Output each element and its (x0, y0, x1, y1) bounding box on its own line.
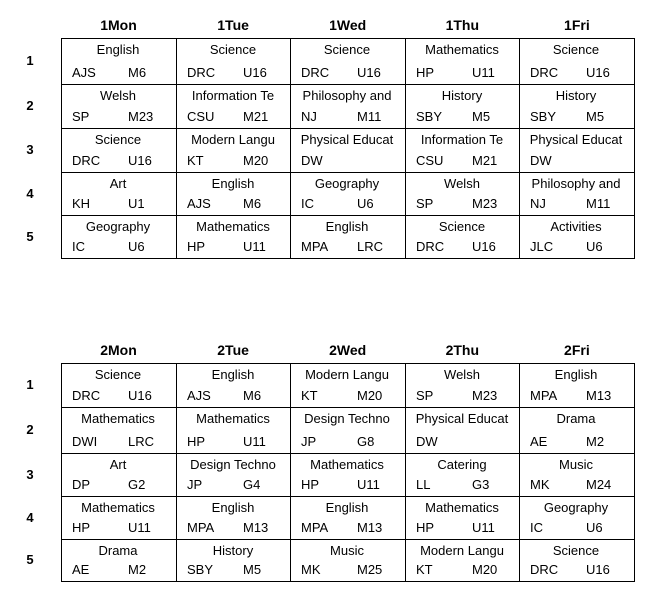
lesson-room: U16 (586, 65, 610, 80)
lesson-teacher: DRC (72, 153, 101, 168)
lesson-teacher: HP (187, 239, 206, 254)
period-number: 3 (26, 466, 34, 482)
lesson-room: M13 (357, 520, 383, 535)
lesson-room: U6 (128, 239, 145, 254)
lesson-cell (406, 540, 519, 581)
lesson-subject: Modern Langu (191, 132, 275, 147)
lesson-teacher: DRC (530, 65, 559, 80)
lesson-room: M20 (472, 562, 498, 577)
lesson-cell (177, 408, 290, 453)
lesson-teacher: HP (416, 65, 435, 80)
day-header: 1Wed (329, 17, 367, 33)
lesson-subject: Design Techno (304, 411, 390, 426)
lesson-cell (291, 173, 405, 215)
lesson-cell (406, 39, 519, 84)
lesson-cell (177, 129, 290, 172)
lesson-room: M5 (472, 109, 491, 124)
lesson-teacher: HP (187, 434, 206, 449)
lesson-room: U16 (128, 388, 152, 403)
lesson-subject: Physical Educat (415, 411, 509, 426)
lesson-teacher: DRC (187, 65, 216, 80)
lesson-cell (177, 39, 290, 84)
lesson-subject: Welsh (444, 367, 480, 382)
lesson-teacher: DRC (530, 562, 559, 577)
lesson-subject: Philosophy and (302, 88, 392, 103)
lesson-room: U11 (243, 434, 266, 449)
lesson-subject: Physical Educat (529, 132, 623, 147)
day-header: 1Thu (445, 17, 480, 33)
lesson-teacher: JP (301, 434, 317, 449)
lesson-room: M20 (357, 388, 383, 403)
lesson-subject: Information Te (191, 88, 275, 103)
lesson-cell (62, 497, 176, 539)
lesson-cell (177, 216, 290, 258)
lesson-subject: Design Techno (190, 457, 276, 472)
day-header: 2Fri (564, 342, 590, 358)
lesson-teacher: HP (416, 520, 435, 535)
period-number: 3 (26, 142, 34, 157)
lesson-teacher: MPA (301, 239, 329, 254)
lesson-room: U16 (243, 65, 267, 80)
lesson-teacher: CSU (187, 109, 215, 124)
lesson-teacher: KT (187, 153, 204, 168)
lesson-cell (177, 454, 290, 496)
lesson-room: M13 (243, 520, 269, 535)
lesson-teacher: SBY (187, 562, 214, 577)
lesson-teacher: DRC (301, 65, 330, 80)
lesson-teacher: HP (301, 477, 320, 492)
lesson-room: M23 (128, 109, 154, 124)
lesson-room: M6 (128, 65, 147, 80)
lesson-teacher: DW (416, 434, 438, 449)
lesson-teacher: JP (187, 477, 203, 492)
lesson-subject: Science (94, 367, 142, 382)
lesson-teacher: SP (72, 109, 90, 124)
day-header: 2Wed (329, 342, 367, 358)
lesson-room: U6 (357, 196, 374, 211)
lesson-cell (291, 39, 405, 84)
lesson-teacher: NJ (301, 109, 317, 124)
lesson-cell (177, 497, 290, 539)
lesson-teacher: DW (530, 153, 552, 168)
lesson-teacher: KT (416, 562, 433, 577)
lesson-room: G4 (243, 477, 261, 492)
day-header: 2Thu (445, 342, 480, 358)
lesson-teacher: SP (416, 388, 434, 403)
lesson-room: U16 (357, 65, 381, 80)
lesson-cell (406, 497, 519, 539)
lesson-subject: Science (94, 132, 142, 147)
lesson-room: M23 (472, 196, 498, 211)
lesson-room: G2 (128, 477, 146, 492)
lesson-teacher: MPA (301, 520, 329, 535)
lesson-cell (177, 85, 290, 128)
lesson-cell (62, 454, 176, 496)
lesson-room: LRC (128, 434, 155, 449)
day-header: 1Mon (100, 17, 137, 33)
lesson-room: M25 (357, 562, 383, 577)
lesson-subject: Catering (437, 457, 487, 472)
lesson-subject: Science (552, 42, 600, 57)
lesson-subject: English (211, 176, 255, 191)
lesson-subject: Mathematics (425, 500, 499, 515)
lesson-cell (177, 364, 290, 407)
lesson-room: G8 (357, 434, 375, 449)
lesson-cell (520, 173, 634, 215)
lesson-room: M11 (357, 109, 382, 124)
lesson-room: M21 (243, 109, 269, 124)
lesson-teacher: AJS (187, 388, 211, 403)
lesson-subject: Geography (543, 500, 609, 515)
lesson-teacher: JLC (530, 239, 554, 254)
lesson-subject: Mathematics (425, 42, 499, 57)
lesson-subject: Welsh (100, 88, 136, 103)
lesson-room: U1 (128, 196, 145, 211)
lesson-room: U11 (357, 477, 380, 492)
lesson-room: U6 (586, 239, 603, 254)
lesson-subject: Activities (550, 219, 602, 234)
lesson-room: U6 (586, 520, 603, 535)
lesson-cell (520, 364, 634, 407)
lesson-cell (406, 216, 519, 258)
lesson-cell (62, 39, 176, 84)
lesson-room: U11 (243, 239, 266, 254)
lesson-subject: History (555, 88, 597, 103)
lesson-subject: Physical Educat (300, 132, 394, 147)
lesson-teacher: KT (301, 388, 318, 403)
lesson-cell (520, 39, 634, 84)
lesson-teacher: AE (530, 434, 548, 449)
lesson-room: LRC (357, 239, 384, 254)
lesson-cell (520, 216, 634, 258)
lesson-teacher: NJ (530, 196, 546, 211)
lesson-cell (291, 497, 405, 539)
lesson-cell (520, 454, 634, 496)
lesson-room: U11 (472, 65, 495, 80)
lesson-subject: English (211, 367, 255, 382)
lesson-room: U11 (472, 520, 495, 535)
lesson-teacher: SBY (416, 109, 443, 124)
lesson-subject: Science (438, 219, 486, 234)
grid-line (634, 363, 635, 582)
lesson-cell (520, 85, 634, 128)
lesson-teacher: SBY (530, 109, 557, 124)
lesson-cell (291, 364, 405, 407)
lesson-cell (62, 408, 176, 453)
period-number: 1 (26, 377, 34, 392)
lesson-subject: Mathematics (310, 457, 384, 472)
lesson-subject: Science (552, 543, 600, 558)
lesson-cell (520, 497, 634, 539)
lesson-cell (291, 129, 405, 172)
lesson-room: M21 (472, 153, 498, 168)
lesson-room: U16 (586, 562, 610, 577)
lesson-cell (406, 129, 519, 172)
lesson-cell (291, 454, 405, 496)
lesson-teacher: DWI (72, 434, 98, 449)
grid-line (634, 38, 635, 259)
lesson-subject: English (211, 500, 255, 515)
lesson-room: M20 (243, 153, 269, 168)
lesson-subject: Welsh (444, 176, 480, 191)
lesson-cell (520, 408, 634, 453)
lesson-cell (177, 173, 290, 215)
lesson-room: M5 (586, 109, 605, 124)
lesson-teacher: KH (72, 196, 91, 211)
lesson-cell (406, 85, 519, 128)
day-header: 2Mon (100, 342, 137, 358)
lesson-room: U16 (128, 153, 152, 168)
period-number: 2 (26, 422, 34, 437)
lesson-cell (291, 540, 405, 581)
lesson-subject: Drama (556, 411, 596, 426)
lesson-teacher: AE (72, 562, 90, 577)
lesson-room: U11 (128, 520, 151, 535)
lesson-teacher: DW (301, 153, 323, 168)
lesson-subject: English (96, 42, 140, 57)
lesson-subject: English (554, 367, 598, 382)
day-header: 1Tue (217, 17, 249, 33)
lesson-subject: Music (559, 457, 593, 472)
lesson-teacher: AJS (187, 196, 211, 211)
lesson-subject: English (325, 219, 369, 234)
lesson-cell (62, 540, 176, 581)
lesson-teacher: DP (72, 477, 91, 492)
lesson-room: M13 (586, 388, 612, 403)
lesson-teacher: CSU (416, 153, 444, 168)
lesson-cell (406, 364, 519, 407)
lesson-subject: Science (209, 42, 257, 57)
lesson-cell (62, 129, 176, 172)
lesson-subject: Geography (85, 219, 151, 234)
day-header: 2Tue (217, 342, 249, 358)
period-number: 2 (26, 98, 34, 113)
lesson-cell (520, 540, 634, 581)
lesson-room: M2 (586, 434, 605, 449)
lesson-cell (406, 173, 519, 215)
lesson-cell (406, 454, 519, 496)
grid-line (61, 581, 634, 582)
lesson-cell (62, 85, 176, 128)
lesson-teacher: MPA (187, 520, 215, 535)
lesson-subject: Information Te (420, 132, 504, 147)
lesson-subject: Drama (98, 543, 138, 558)
lesson-teacher: IC (530, 520, 543, 535)
lesson-room: G3 (472, 477, 490, 492)
lesson-subject: Science (323, 42, 371, 57)
lesson-subject: History (441, 88, 483, 103)
lesson-subject: Art (109, 176, 127, 191)
lesson-subject: History (212, 543, 254, 558)
lesson-teacher: AJS (72, 65, 96, 80)
grid-line (61, 258, 634, 259)
lesson-subject: Art (109, 457, 127, 472)
lesson-cell (177, 540, 290, 581)
lesson-subject: Music (330, 543, 364, 558)
lesson-teacher: HP (72, 520, 91, 535)
lesson-subject: Mathematics (81, 411, 155, 426)
period-number: 5 (26, 228, 34, 244)
lesson-subject: Mathematics (81, 500, 155, 515)
lesson-room: M6 (243, 388, 262, 403)
lesson-room: M24 (586, 477, 612, 492)
lesson-room: M11 (586, 196, 611, 211)
period-number: 1 (26, 53, 34, 68)
lesson-cell (520, 129, 634, 172)
lesson-subject: Modern Langu (420, 543, 504, 558)
lesson-subject: Philosophy and (531, 176, 621, 191)
lesson-room: U16 (472, 239, 496, 254)
lesson-subject: Mathematics (196, 219, 270, 234)
day-header: 1Fri (564, 17, 590, 33)
lesson-teacher: SP (416, 196, 434, 211)
lesson-subject: English (325, 500, 369, 515)
period-number: 4 (26, 509, 34, 525)
lesson-subject: Geography (314, 176, 380, 191)
lesson-teacher: MPA (530, 388, 558, 403)
lesson-teacher: MK (301, 562, 321, 577)
period-number: 5 (26, 552, 34, 567)
lesson-teacher: DRC (72, 388, 101, 403)
lesson-teacher: LL (416, 477, 431, 492)
lesson-cell (62, 364, 176, 407)
lesson-room: M6 (243, 196, 262, 211)
period-number: 4 (26, 185, 34, 201)
lesson-teacher: IC (301, 196, 314, 211)
lesson-room: M23 (472, 388, 498, 403)
lesson-cell (291, 408, 405, 453)
lesson-teacher: MK (530, 477, 550, 492)
lesson-cell (291, 85, 405, 128)
lesson-room: M5 (243, 562, 262, 577)
lesson-teacher: IC (72, 239, 85, 254)
lesson-cell (291, 216, 405, 258)
lesson-subject: Mathematics (196, 411, 270, 426)
lesson-room: M2 (128, 562, 147, 577)
lesson-cell (406, 408, 519, 453)
lesson-cell (62, 173, 176, 215)
lesson-teacher: DRC (416, 239, 445, 254)
lesson-cell (62, 216, 176, 258)
lesson-subject: Modern Langu (305, 367, 389, 382)
